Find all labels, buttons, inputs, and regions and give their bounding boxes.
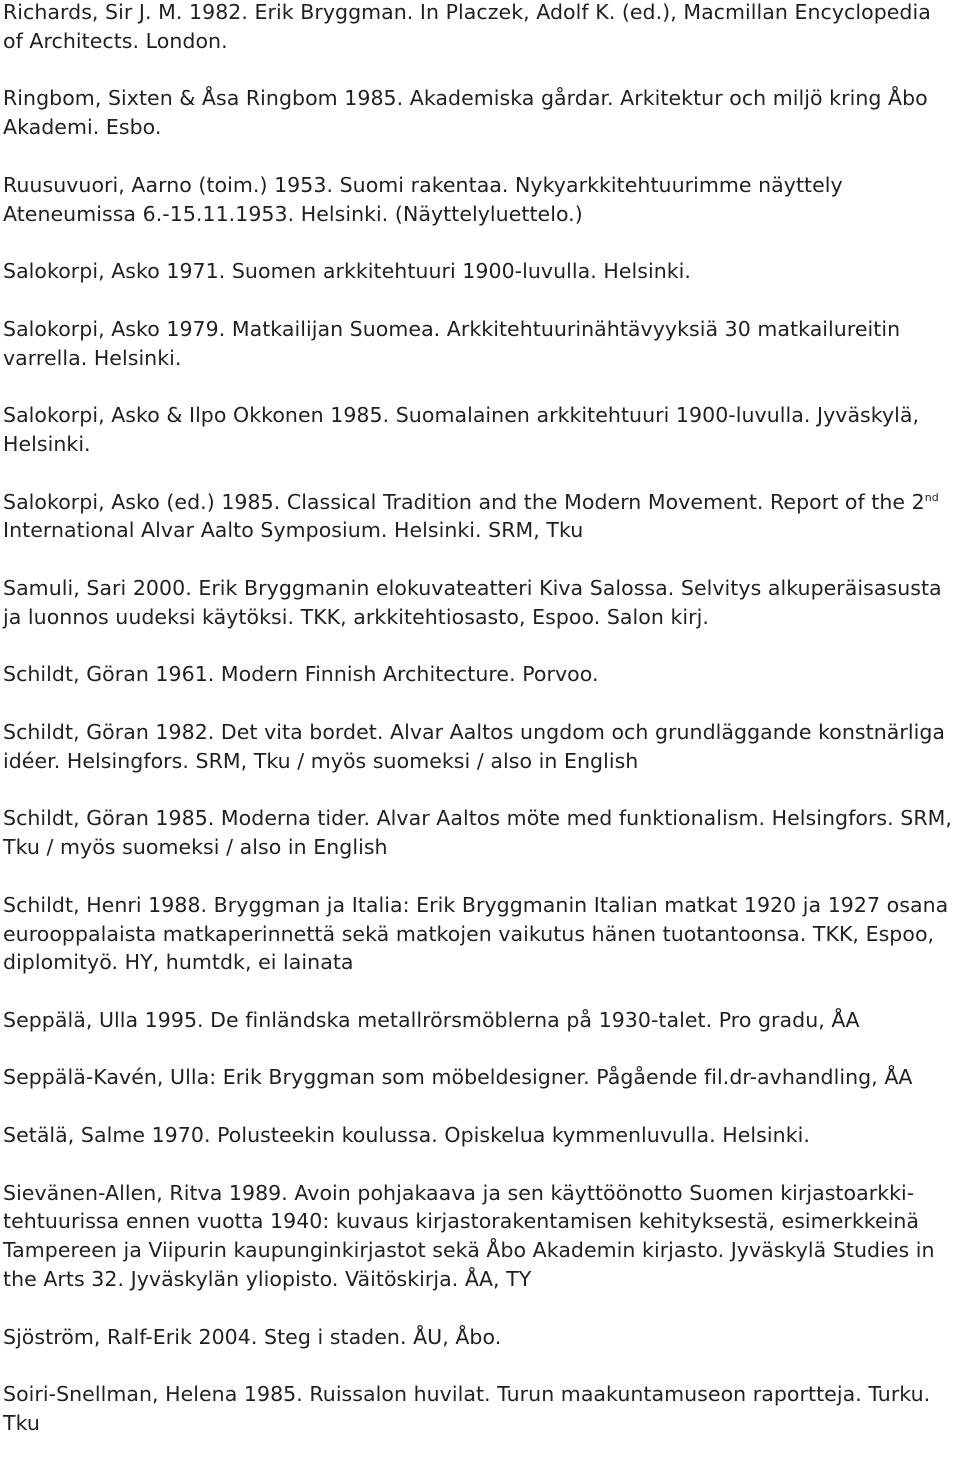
bibliography-entry-schildt-1985: Schildt, Göran 1985. Moderna tider. Alvar Aaltos möte med funktionalism. Helsingfors. SRM, Tku / myös suomeksi / also in English: [3, 806, 952, 860]
bibliography-entry-salokorpi-1979: Salokorpi, Asko 1979. Matkailijan Suomea. Arkkitehtuurinähtävyyksiä 30 matkailureitin varrella. Helsinki.: [3, 316, 901, 370]
bibliography-entry-ringbom: Ringbom, Sixten & Åsa Ringbom 1985. Akademiska gårdar. Arkitektur och miljö kring Åbo Akademi. Esbo.: [3, 86, 928, 140]
bibliography-entry-schildt-1982: Schildt, Göran 1982. Det vita bordet. Alvar Aaltos ungdom och grundläggande konstnärliga idéer. Helsingfors. SRM, Tku / myös suomeksi / also in English: [3, 719, 946, 773]
bibliography-page: [3, 0, 957, 1467]
entry-text-before-sup: Salokorpi, Asko (ed.) 1985. Classical Tradition and the Modern Movement. Report of the 2: [3, 489, 925, 514]
bibliography-entry-richards: Richards, Sir J. M. 1982. Erik Bryggman. In Placzek, Adolf K. (ed.), Macmillan Encyclopedia of Architects. London.: [3, 0, 931, 53]
bibliography-entry-schildt-1961: Schildt, Göran 1961. Modern Finnish Architecture. Porvoo.: [3, 662, 599, 687]
bibliography-entry-sjostrom: Sjöström, Ralf-Erik 2004. Steg i staden. ÅU, Åbo.: [3, 1324, 502, 1349]
bibliography-entry-samuli: Samuli, Sari 2000. Erik Bryggmanin elokuvateatteri Kiva Salossa. Selvitys alkuperäisasusta ja luonnos uudeksi käytöksi. TKK, arkkitehtiosasto, Espoo. Salon kirj.: [3, 575, 942, 629]
bibliography-entry-setala: Setälä, Salme 1970. Polusteekin koulussa. Opiskelua kymmenluvulla. Helsinki.: [3, 1123, 810, 1148]
ordinal-superscript: nd: [924, 490, 939, 504]
bibliography-entry-seppala-kaven: Seppälä-Kavén, Ulla: Erik Bryggman som möbeldesigner. Pågående fil.dr-avhandling, ÅA: [3, 1065, 913, 1090]
bibliography-entry-salokorpi-1985: [3, 488, 957, 546]
bibliography-entry-soiri-snellman: Soiri-Snellman, Helena 1985. Ruissalon huvilat. Turun maakuntamuseon raportteja. Turku. Tku: [3, 1382, 931, 1436]
entry-text-after-sup: International Alvar Aalto Symposium. Helsinki. SRM, Tku: [3, 518, 584, 543]
bibliography-entry-salokorpi-okkonen: Salokorpi, Asko & Ilpo Okkonen 1985. Suomalainen arkkitehtuuri 1900-luvulla. Jyväskylä, Helsinki.: [3, 403, 920, 456]
bibliography-entry-salokorpi-1971: Salokorpi, Asko 1971. Suomen arkkitehtuuri 1900-luvulla. Helsinki.: [3, 259, 691, 284]
bibliography-entry-sievanen-allen: Sievänen-Allen, Ritva 1989. Avoin pohjakaava ja sen käyttöönotto Suomen kirjastoarkki-tehtuurissa ennen vuotta 1940: kuvaus kirjastorakentamisen kehityksestä, esimerkkeinä Tampereen ja Viipurin kaupunginkirjastot sekä Åbo Akademin kirjasto. Jyväskylä Studies in the Arts 32. Jyväskylän yliopisto. Väitöskirja. ÅA, TY: [3, 1180, 935, 1292]
bibliography-entry-seppala: Seppälä, Ulla 1995. De finländska metallrörsmöblerna på 1930-talet. Pro gradu, ÅA: [3, 1007, 860, 1032]
bibliography-entry-ruusuvuori: Ruusuvuori, Aarno (toim.) 1953. Suomi rakentaa. Nykyarkkitehtuurimme näyttely Ateneumissa 6.-15.11.1953. Helsinki. (Näyttelyluettelo.): [3, 172, 843, 226]
bibliography-entry-schildt-henri: Schildt, Henri 1988. Bryggman ja Italia: Erik Bryggmanin Italian matkat 1920 ja 1927 osana eurooppalaista matkaperinnettä sekä matkojen vaikutus hänen tuotantoonsa. TKK, Espoo, diplomityö. HY, humtdk, ei lainata: [3, 892, 949, 975]
